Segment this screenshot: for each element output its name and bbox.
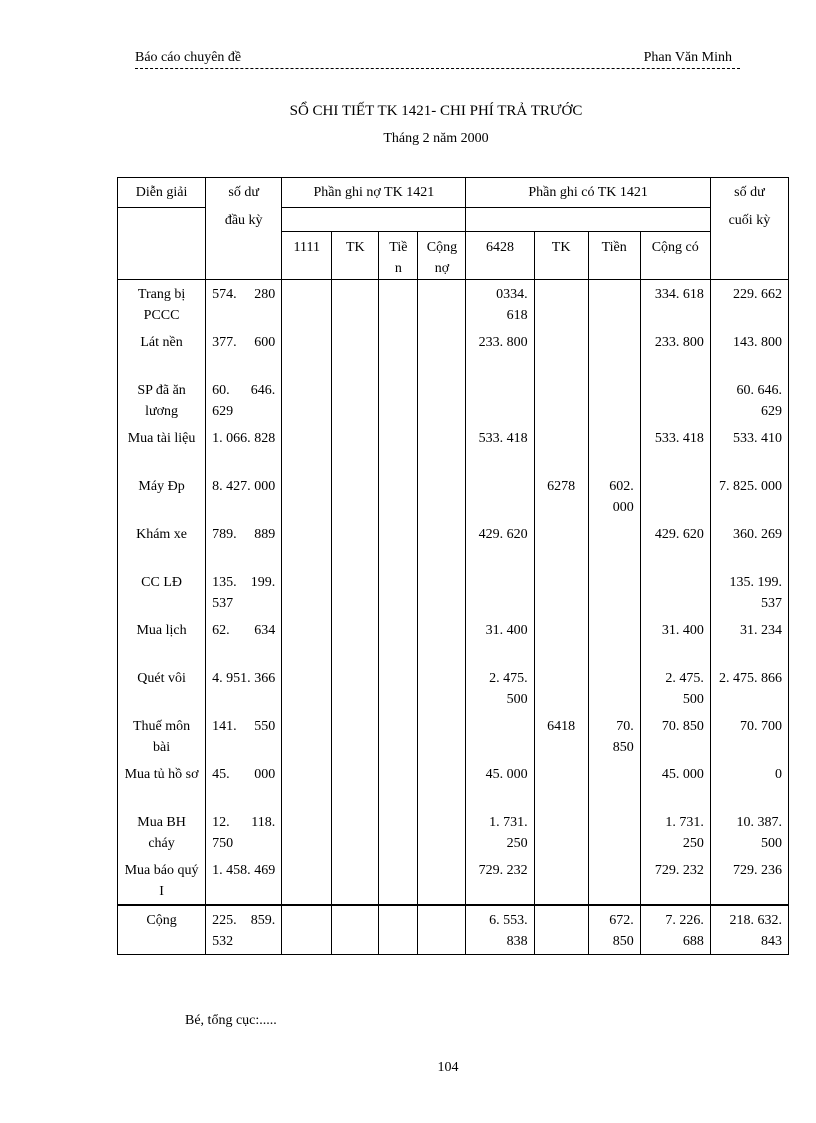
cell-tk1 — [332, 424, 379, 472]
cell-desc: Quét vôi — [118, 664, 206, 712]
cell-tk2 — [534, 808, 588, 856]
cell-tien1 — [379, 328, 418, 376]
cell-c6428: 1. 731. 250 — [466, 808, 534, 856]
cell-c6428: 233. 800 — [466, 328, 534, 376]
header-left: Báo cáo chuyên đề — [135, 50, 242, 65]
cell-tien2 — [588, 376, 640, 424]
cell-tien1 — [379, 376, 418, 424]
cell-c1111 — [282, 328, 332, 376]
cell-tien1 — [379, 808, 418, 856]
cell-tien1 — [379, 472, 418, 520]
cell-congco: 429. 620 — [640, 520, 710, 568]
cell-tk1 — [332, 472, 379, 520]
cell-tien1 — [379, 280, 418, 329]
table-row — [118, 856, 789, 905]
cell-c1111 — [282, 856, 332, 905]
cell-tien2 — [588, 568, 640, 616]
cell-tk1 — [332, 376, 379, 424]
header-row-3 — [118, 232, 789, 280]
running-header — [135, 50, 740, 69]
cell-tien1 — [379, 616, 418, 664]
cell-tk1 — [332, 616, 379, 664]
cell-tien2 — [588, 808, 640, 856]
cell-c1111 — [282, 568, 332, 616]
cell-tien2 — [588, 328, 640, 376]
cell-c1111 — [282, 472, 332, 520]
cell-congno — [418, 905, 466, 955]
cell-congco — [640, 472, 710, 520]
cell-c1111 — [282, 280, 332, 329]
page-number: 104 — [437, 1060, 459, 1075]
cell-dau: 1. 458. 469 — [206, 856, 282, 905]
cell-tien2: 602. 000 — [588, 472, 640, 520]
table-row — [118, 568, 789, 616]
cell-desc: Lát nền — [118, 328, 206, 376]
cell-tk1 — [332, 520, 379, 568]
document-subtitle: Tháng 2 năm 2000 — [383, 131, 489, 146]
cell-desc: SP đã ăn lương — [118, 376, 206, 424]
cell-tk2 — [534, 568, 588, 616]
cell-dau: 60. 646. 629 — [206, 376, 282, 424]
cell-congco: 7. 226. 688 — [640, 905, 710, 955]
cell-desc: Mua BH cháy — [118, 808, 206, 856]
cell-congno — [418, 664, 466, 712]
cell-congco — [640, 568, 710, 616]
cell-cuoi: 143. 800 — [710, 328, 788, 376]
cell-congno — [418, 856, 466, 905]
cell-tk1 — [332, 760, 379, 808]
header-no-group: Phần ghi nợ TK 1421 — [282, 178, 466, 208]
cell-congco: 729. 232 — [640, 856, 710, 905]
cell-tk2: 6418 — [534, 712, 588, 760]
cell-congno — [418, 328, 466, 376]
cell-congno — [418, 760, 466, 808]
cell-c6428: 729. 232 — [466, 856, 534, 905]
cell-dau: 377. 600 — [206, 328, 282, 376]
cell-tk1 — [332, 712, 379, 760]
cell-tien2 — [588, 856, 640, 905]
header-cong-co: Cộng có — [640, 232, 710, 280]
header-blank — [118, 232, 206, 280]
cell-c6428 — [466, 472, 534, 520]
cell-tien1 — [379, 568, 418, 616]
cell-dau: 12. 118. 750 — [206, 808, 282, 856]
cell-tk1 — [332, 905, 379, 955]
cell-dau: 45. 000 — [206, 760, 282, 808]
header-so-du-dau-1: số dư — [206, 178, 282, 208]
table-row — [118, 712, 789, 760]
cell-congco: 1. 731. 250 — [640, 808, 710, 856]
cell-c1111 — [282, 712, 332, 760]
header-co-spacer — [466, 208, 710, 232]
cell-desc: Mua tài liệu — [118, 424, 206, 472]
cell-congno — [418, 376, 466, 424]
cell-cuoi: 60. 646. 629 — [710, 376, 788, 424]
cell-congno — [418, 568, 466, 616]
cell-desc: Thuế môn bài — [118, 712, 206, 760]
cell-c6428: 31. 400 — [466, 616, 534, 664]
cell-congco: 45. 000 — [640, 760, 710, 808]
total-row — [118, 905, 789, 955]
cell-cuoi: 2. 475. 866 — [710, 664, 788, 712]
cell-cuoi: 229. 662 — [710, 280, 788, 329]
cell-desc: Máy Đp — [118, 472, 206, 520]
cell-c6428 — [466, 712, 534, 760]
cell-congno — [418, 808, 466, 856]
table-row — [118, 664, 789, 712]
cell-tk1 — [332, 280, 379, 329]
cell-tk2 — [534, 280, 588, 329]
cell-tk1 — [332, 856, 379, 905]
table-row — [118, 280, 789, 329]
cell-tien1 — [379, 712, 418, 760]
cell-c6428 — [466, 376, 534, 424]
header-dien-giai: Diễn giải — [118, 178, 206, 208]
cell-tk2 — [534, 376, 588, 424]
cell-tk2 — [534, 616, 588, 664]
cell-tien1 — [379, 905, 418, 955]
cell-cuoi: 533. 410 — [710, 424, 788, 472]
cell-tk1 — [332, 568, 379, 616]
cell-congco: 70. 850 — [640, 712, 710, 760]
cell-c1111 — [282, 760, 332, 808]
cell-congco: 533. 418 — [640, 424, 710, 472]
cell-desc: Mua lịch — [118, 616, 206, 664]
cell-congno — [418, 712, 466, 760]
cell-tk2 — [534, 760, 588, 808]
header-tk-co: TK — [534, 232, 588, 280]
cell-desc: Mua tủ hồ sơ — [118, 760, 206, 808]
cell-desc: Khám xe — [118, 520, 206, 568]
cell-dau: 62. 634 — [206, 616, 282, 664]
cell-dau: 574. 280 — [206, 280, 282, 329]
cell-c1111 — [282, 808, 332, 856]
cell-tk1 — [332, 328, 379, 376]
cell-c1111 — [282, 424, 332, 472]
cell-congco: 334. 618 — [640, 280, 710, 329]
cell-tien2 — [588, 520, 640, 568]
header-blank — [206, 232, 282, 280]
cell-c1111 — [282, 664, 332, 712]
cell-dau: 4. 951. 366 — [206, 664, 282, 712]
cell-congno — [418, 520, 466, 568]
header-blank — [118, 208, 206, 232]
header-right: Phan Văn Minh — [643, 50, 732, 65]
cell-congno — [418, 280, 466, 329]
table-row — [118, 328, 789, 376]
table-row — [118, 520, 789, 568]
cell-c1111 — [282, 520, 332, 568]
cell-tien1 — [379, 664, 418, 712]
cell-tk2 — [534, 664, 588, 712]
cell-c6428: 0334. 618 — [466, 280, 534, 329]
ledger-table — [117, 177, 789, 955]
cell-tien2 — [588, 760, 640, 808]
table-row — [118, 616, 789, 664]
cell-tk2: 6278 — [534, 472, 588, 520]
cell-cuoi: 31. 234 — [710, 616, 788, 664]
header-row-2 — [118, 208, 789, 232]
cell-congno — [418, 472, 466, 520]
table-row — [118, 376, 789, 424]
cell-cuoi: 135. 199. 537 — [710, 568, 788, 616]
header-1111: 1111 — [282, 232, 332, 280]
cell-dau: 789. 889 — [206, 520, 282, 568]
cell-cuoi: 218. 632. 843 — [710, 905, 788, 955]
cell-c6428: 6. 553. 838 — [466, 905, 534, 955]
cell-tien1 — [379, 856, 418, 905]
cell-dau: 1. 066. 828 — [206, 424, 282, 472]
cell-tien2: 672. 850 — [588, 905, 640, 955]
cell-c1111 — [282, 905, 332, 955]
header-so-du-dau-2: đầu kỳ — [206, 208, 282, 232]
document-title: SỔ CHI TIẾT TK 1421- CHI PHÍ TRẢ TRƯỚC — [289, 103, 583, 119]
cell-congno — [418, 424, 466, 472]
header-so-du-cuoi-2: cuối kỳ — [710, 208, 788, 232]
cell-congco: 31. 400 — [640, 616, 710, 664]
cell-dau: 8. 427. 000 — [206, 472, 282, 520]
cell-c1111 — [282, 376, 332, 424]
cell-tk2 — [534, 328, 588, 376]
cell-tk2 — [534, 856, 588, 905]
header-6428: 6428 — [466, 232, 534, 280]
cell-c6428: 429. 620 — [466, 520, 534, 568]
cell-cuoi: 0 — [710, 760, 788, 808]
cell-congco: 233. 800 — [640, 328, 710, 376]
cell-desc: Trang bị PCCC — [118, 280, 206, 329]
cell-dau: 135. 199. 537 — [206, 568, 282, 616]
footnote: Bé, tổng cục:..... — [185, 1013, 277, 1028]
cell-cuoi: 70. 700 — [710, 712, 788, 760]
cell-c1111 — [282, 616, 332, 664]
table-row — [118, 760, 789, 808]
cell-c6428 — [466, 568, 534, 616]
cell-tk2 — [534, 424, 588, 472]
cell-desc: Cộng — [118, 905, 206, 955]
cell-tien2 — [588, 424, 640, 472]
cell-tien2 — [588, 280, 640, 329]
header-cong-no: Cộng nợ — [418, 232, 466, 280]
cell-cuoi: 729. 236 — [710, 856, 788, 905]
header-tk-no: TK — [332, 232, 379, 280]
cell-congco: 2. 475. 500 — [640, 664, 710, 712]
cell-cuoi: 10. 387. 500 — [710, 808, 788, 856]
cell-cuoi: 360. 269 — [710, 520, 788, 568]
header-blank — [710, 232, 788, 280]
cell-tien2: 70. 850 — [588, 712, 640, 760]
header-no-spacer — [282, 208, 466, 232]
header-row-1 — [118, 178, 789, 208]
cell-tien1 — [379, 760, 418, 808]
cell-desc: CC LĐ — [118, 568, 206, 616]
cell-congco — [640, 376, 710, 424]
cell-tk1 — [332, 664, 379, 712]
table-row — [118, 808, 789, 856]
cell-c6428: 533. 418 — [466, 424, 534, 472]
header-co-group: Phần ghi có TK 1421 — [466, 178, 710, 208]
cell-tien2 — [588, 616, 640, 664]
table-row — [118, 424, 789, 472]
cell-c6428: 2. 475. 500 — [466, 664, 534, 712]
cell-desc: Mua báo quý I — [118, 856, 206, 905]
header-tien-no: Tiề n — [379, 232, 418, 280]
cell-tien1 — [379, 424, 418, 472]
table-row — [118, 472, 789, 520]
cell-dau: 141. 550 — [206, 712, 282, 760]
cell-tien2 — [588, 664, 640, 712]
cell-congno — [418, 616, 466, 664]
cell-tk2 — [534, 905, 588, 955]
cell-tien1 — [379, 520, 418, 568]
header-so-du-cuoi-1: số dư — [710, 178, 788, 208]
cell-dau: 225. 859. 532 — [206, 905, 282, 955]
header-tien-co: Tiền — [588, 232, 640, 280]
cell-tk2 — [534, 520, 588, 568]
cell-cuoi: 7. 825. 000 — [710, 472, 788, 520]
cell-c6428: 45. 000 — [466, 760, 534, 808]
cell-tk1 — [332, 808, 379, 856]
